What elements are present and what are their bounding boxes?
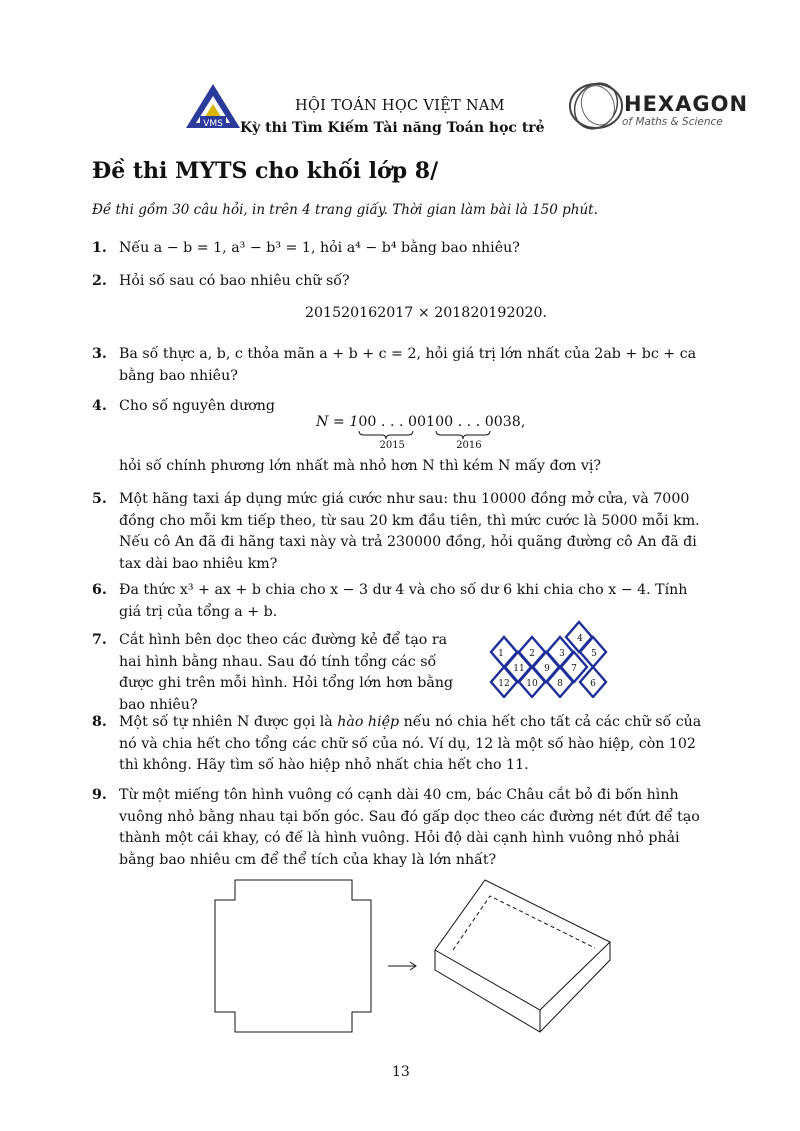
hexagon-logo-subtitle: of Maths & Science [622,116,723,128]
page-number: 13 [392,1064,410,1080]
cell-label: 9 [544,664,550,674]
problem-number: 4. [92,398,107,414]
cell-label: 3 [559,649,565,659]
problem-1 [92,238,712,260]
cell-label: 10 [526,679,538,689]
problem-text: Hỏi số sau có bao nhiêu chữ số? [119,273,350,289]
emphasized-term: hào hiệp [337,714,400,730]
svg-text:VMS: VMS [203,119,223,129]
zeros-text: 00 . . . 00 [358,414,427,430]
problem-8 [92,712,712,777]
diamond-grid-figure [484,620,614,698]
text-part: Một số tự nhiên N được gọi là [119,714,338,730]
problem-number: 8. [92,714,107,730]
hexagon-swirl-icon [566,78,626,134]
problem-number: 5. [92,491,107,507]
problem-text: Một hãng taxi áp dụng mức giá cước như sau: thu 10000 đồng mở cửa, và 7000 đồng cho mỗi km tiếp theo, từ sau 20 km đầu tiên, thì mức cước là 5000 mỗi km. Nếu cô An đã đi hãng taxi này và trả 230000 đồng, hỏi quãng đường cô An đã đi tax dài bao nhiêu km? [119,491,700,572]
problem-2-display-expression: 201520162017 × 201820192020. [305,305,548,321]
problem-text: hỏi số chính phương lớn nhất mà nhỏ hơn N thì kém N mấy đơn vị? [119,458,602,474]
zeros-block-2 [435,414,503,451]
problem-number: 2. [92,273,107,289]
cell-label: 7 [571,664,577,674]
problem-4-question [92,456,712,478]
problem-number: 9. [92,787,107,803]
problem-7 [92,630,472,716]
cell-label: 4 [577,634,583,644]
text-part: nếu nó chia hết cho tất cả các chữ số của nó và chia hết cho tổng các chữ số của nó. Ví dụ, 12 là một số hào hiệp, còn 102 thì không. Hãy tìm số hào hiệp nhỏ nhất chia hết cho 11. [119,714,702,773]
arrow-right-icon [388,962,416,970]
header-contest-name: Kỳ thi Tìm Kiếm Tài năng Toán học trẻ [240,120,545,136]
problem-5 [92,489,712,575]
zeros-block-1 [358,414,427,451]
formula-mid: 1 [426,414,436,430]
hexagon-logo-text: HEXAGON [624,92,749,116]
problem-text: Từ một miếng tôn hình vuông có cạnh dài 40 cm, bác Châu cắt bỏ đi bốn hình vuông nhỏ bằng nhau tại bốn góc. Sau đó gấp dọc theo các đường nét đứt để tạo thành một cái khay, có đế là hình vuông. Hỏi độ dài cạnh hình vuông nhỏ phải bằng bao nhiêu cm để thể tích của khay là lớn nhất? [119,787,700,868]
problem-6 [92,580,712,623]
cell-label: 6 [590,679,596,689]
problem-text: Ba số thực a, b, c thỏa mãn a + b + c = 2, hỏi giá trị lớn nhất của 2ab + bc + ca bằng bao nhiêu? [119,346,697,384]
problem-number: 1. [92,240,107,256]
cell-label: 8 [557,679,563,689]
problem-9 [92,785,712,871]
tray-top [435,880,610,1010]
page-title: Đề thi MYTS cho khối lớp 8/ [92,158,439,184]
cell-label: 1 [498,649,504,659]
underbrace-icon [435,430,491,440]
tray-figure [205,870,625,1040]
problem-4-formula [316,414,526,451]
cut-sheet-shape [215,880,371,1032]
problem-number: 6. [92,582,107,598]
cell-label: 12 [498,679,510,689]
problem-text: Nếu a − b = 1, a³ − b³ = 1, hỏi a⁴ − b⁴ bằng bao nhiêu? [119,240,520,256]
problem-3 [92,344,712,387]
problem-text [119,712,712,777]
problem-number: 7. [92,632,107,648]
problem-text: Đa thức x³ + ax + b chia cho x − 3 dư 4 và cho số dư 6 khi chia cho x − 4. Tính giá trị của tổng a + b. [119,582,688,620]
cell-label: 11 [513,664,525,674]
exam-intro: Đề thi gồm 30 câu hỏi, in trên 4 trang giấy. Thời gian làm bài là 150 phút. [92,202,598,218]
cell-label: 5 [591,649,597,659]
formula-prefix: N = 1 [316,414,359,430]
vms-logo [182,80,244,132]
zeros-count: 2016 [456,440,482,451]
zeros-count: 2015 [379,440,405,451]
problem-2 [92,271,712,293]
formula-suffix: 38, [502,414,526,430]
cell-label: 2 [529,649,535,659]
problem-text: Cho số nguyên dương [119,398,275,414]
problem-text: Cắt hình bên dọc theo các đường kẻ để tạo ra hai hình bằng nhau. Sau đó tính tổng các số được ghi trên mỗi hình. Hỏi tổng lớn hơn bằng bao nhiêu? [119,632,454,713]
zeros-text: 00 . . . 00 [435,414,503,430]
underbrace-icon [358,430,414,440]
header-org-name: HỘI TOÁN HỌC VIỆT NAM [295,98,505,114]
problem-number: 3. [92,346,107,362]
